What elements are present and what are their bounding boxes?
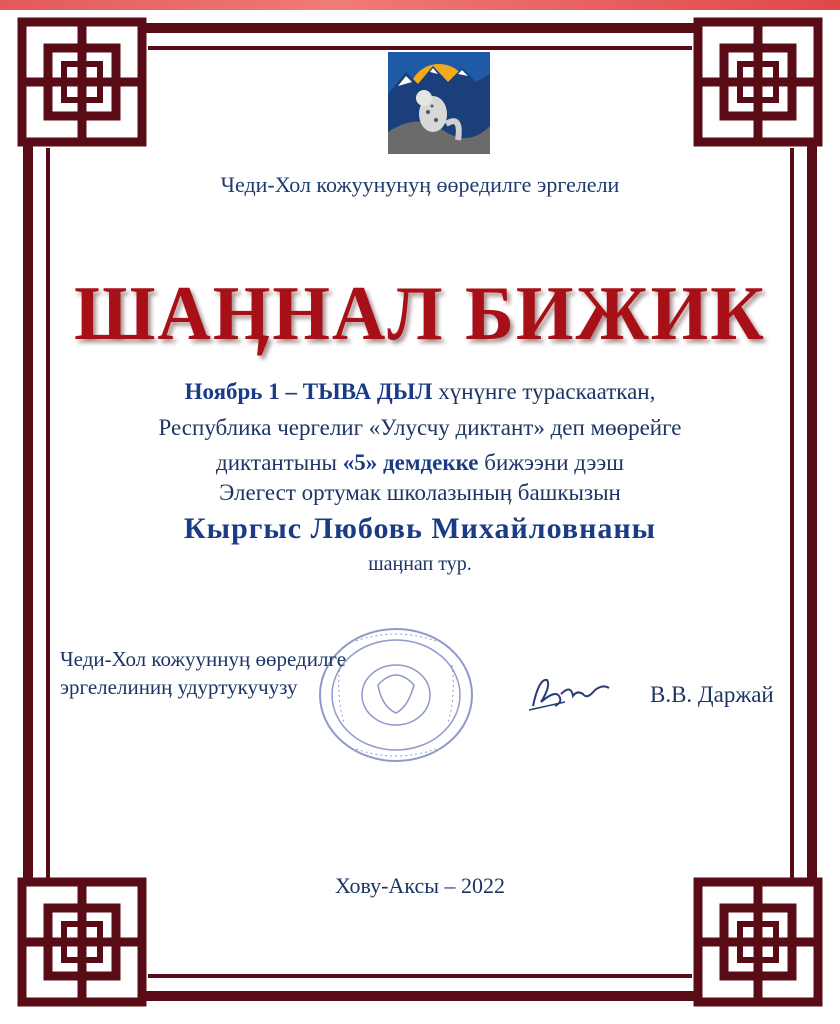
body-line-4: Элегест ортумак школазыныӊ башкызын: [219, 480, 621, 505]
recipient-name: Кыргыс Любовь Михайловнаны: [183, 512, 657, 545]
signatory-title-line-1: Чеди-Хол кожууннуӊ өөредилге: [60, 647, 347, 671]
body-line-1-rest: хүнүнге тураскааткан,: [432, 379, 656, 404]
body-line-3-bold: «5» демдекке: [342, 450, 479, 475]
body-line-3: [0, 449, 840, 477]
snow-leopard-emblem-icon: [388, 52, 490, 154]
body-line-3-start: диктантыны: [216, 450, 343, 475]
place-and-year: Хову-Аксы – 2022: [334, 873, 506, 898]
certificate-title: ШАӉНАЛ БИЖИК: [74, 270, 766, 358]
body-line-3-end: бижээни дээш: [478, 450, 624, 475]
signatory-title-line-2: эргелелиниӊ удуртукучузу: [60, 675, 298, 699]
body-line-1-bold: Ноябрь 1 – ТЫВА ДЫЛ: [184, 379, 433, 404]
body-line-2: Республика чергелиг «Улусчу диктант» деп мөөрейге: [158, 415, 682, 440]
signatory-name: В.В. Даржай: [650, 682, 774, 707]
closing-text: шаӊнап тур.: [368, 553, 472, 575]
issuing-organization: Чеди-Хол кожуунунуӊ өөредилге эргелели: [220, 172, 620, 197]
signatory-title: [60, 645, 346, 701]
handwritten-signature: [525, 672, 615, 716]
body-line-1: [0, 378, 840, 406]
